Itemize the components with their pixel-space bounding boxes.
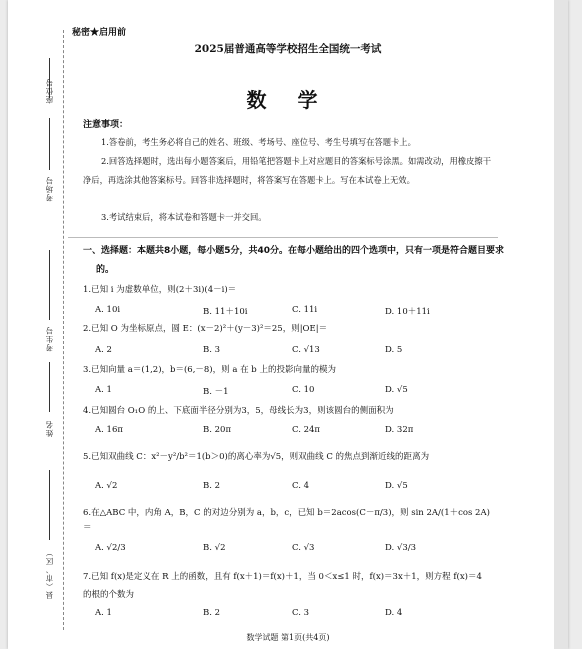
section-heading: 一、选择题：本题共8小题，每小题5分，共40分。在每小题给出的四个选项中，只有一项是符合题目要求的。 bbox=[83, 246, 505, 275]
option: A. √2/3 bbox=[95, 543, 126, 553]
option: D. 10＋11i bbox=[385, 307, 430, 317]
name-label: 姓名 bbox=[45, 420, 54, 437]
candidate-number-label: 考生号 bbox=[45, 326, 54, 352]
question-stem: 5.已知双曲线 C：x²－y²/b²＝1(b＞0)的离心率为√5，则双曲线 C 的焦点到渐近线的距离为 bbox=[83, 452, 430, 462]
county-label: 县（市、区） bbox=[45, 548, 54, 599]
name-line bbox=[49, 362, 50, 412]
option: B. 20π bbox=[203, 425, 232, 435]
option: B. √2 bbox=[203, 543, 226, 553]
option: D. √5 bbox=[385, 481, 408, 491]
option: B. 11＋10i bbox=[203, 307, 248, 317]
option: C. 3 bbox=[292, 608, 310, 618]
subject-title: 数 学 bbox=[246, 88, 330, 112]
question-stem: 7.已知 f(x)是定义在 R 上的函数，且有 f(x＋1)＝f(x)＋1，当 0＜x≤1 时，f(x)＝3x＋1，则方程 f(x)＝4 的根的个数为 bbox=[83, 572, 482, 600]
option: A. 10i bbox=[95, 305, 121, 315]
section-divider bbox=[68, 237, 498, 238]
page-footer: 数学试题 第1页(共4页) bbox=[246, 633, 330, 642]
option: D. 4 bbox=[385, 608, 403, 618]
exam-title: 2025届普通高等学校招生全国统一考试 bbox=[194, 43, 382, 55]
option: A. 16π bbox=[95, 425, 123, 435]
option: B. 3 bbox=[203, 345, 221, 355]
option: A. 2 bbox=[95, 345, 112, 355]
question-stem: 3.已知向量 a＝(1,2)，b＝(6,－8)，则 a 在 b 上的投影向量的模为 bbox=[83, 365, 336, 375]
option: B. －1 bbox=[203, 387, 229, 397]
notice-item: 2.回答选择题时，选出每小题答案后，用铅笔把答题卡上对应题目的答案标号涂黑。如需改动，用橡皮擦干净后，再选涂其他答案标号。回答非选择题时，将答案写在答题卡上。写在本试卷上无效。 bbox=[83, 156, 491, 185]
candidate-number-line bbox=[49, 250, 50, 320]
option: C. 4 bbox=[292, 481, 310, 491]
confidential-mark: 秘密★启用前 bbox=[72, 28, 127, 38]
option: D. √3/3 bbox=[385, 543, 417, 553]
binding-dashed-line bbox=[63, 30, 64, 630]
question-stem: 1.已知 i 为虚数单位，则(2＋3i)(4－i)＝ bbox=[83, 285, 237, 295]
option: A. 1 bbox=[95, 608, 112, 618]
option: C. 10 bbox=[292, 385, 315, 395]
room-number-label: 考场号 bbox=[45, 176, 54, 202]
notice-heading: 注意事项： bbox=[83, 120, 129, 130]
county-line bbox=[49, 470, 50, 540]
question-stem: 6.在△ABC 中，内角 A，B，C 的对边分别为 a，b，c，已知 b＝2acos(C－π/3)，则 sin 2A/(1＋cos 2A)＝ bbox=[83, 508, 490, 533]
question-stem: 4.已知圆台 O₁O 的上、下底面半径分别为3，5，母线长为3，则该圆台的侧面积为 bbox=[83, 406, 394, 416]
option: D. 5 bbox=[385, 345, 403, 355]
notice-item: 3.考试结束后，将本试卷和答题卡一并交回。 bbox=[101, 212, 267, 222]
option: B. 2 bbox=[203, 608, 221, 618]
room-number-line bbox=[49, 118, 50, 170]
option: C. √13 bbox=[292, 345, 320, 355]
exam-page bbox=[8, 0, 568, 649]
option: C. 11i bbox=[292, 305, 318, 315]
seat-number-label: 座位号 bbox=[45, 78, 54, 104]
option: C. 24π bbox=[292, 425, 321, 435]
option: C. √3 bbox=[292, 543, 315, 553]
option: A. √2 bbox=[95, 481, 118, 491]
notice-item: 1.答卷前，考生务必将自己的姓名、班级、考场号、座位号、考生号填写在答题卡上。 bbox=[101, 137, 416, 147]
question-stem: 2.已知 O 为坐标原点，圆 E：(x－2)²＋(y－3)²＝25，则|OE|＝ bbox=[83, 324, 328, 334]
option: A. 1 bbox=[95, 385, 112, 395]
option: D. √5 bbox=[385, 385, 408, 395]
option: B. 2 bbox=[203, 481, 221, 491]
option: D. 32π bbox=[385, 425, 414, 435]
